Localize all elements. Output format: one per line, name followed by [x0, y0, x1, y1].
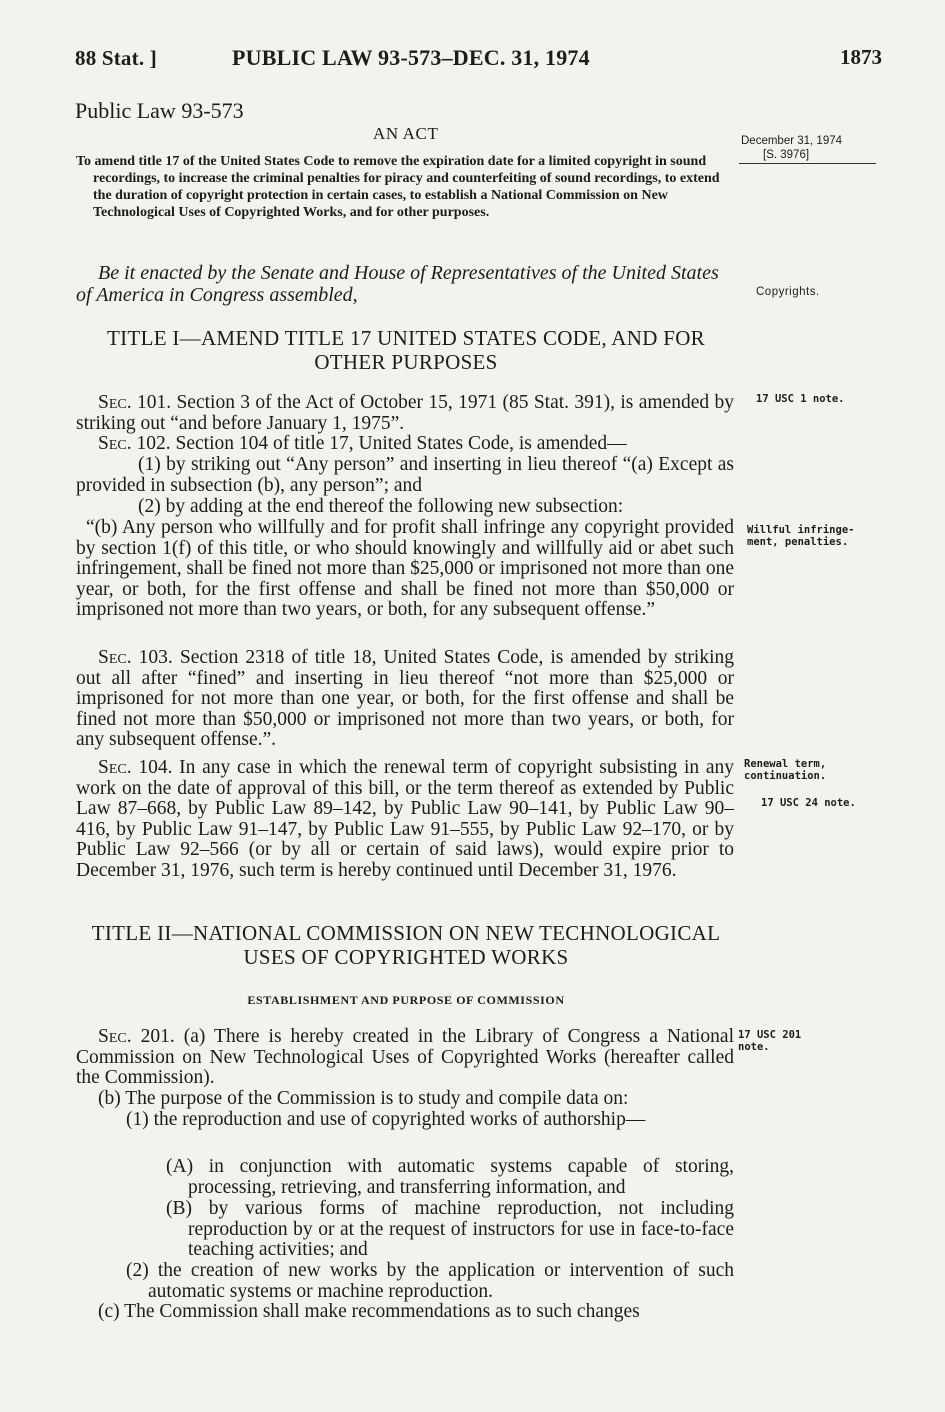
section-102-item-2: (2) by adding at the end thereof the following new subsection: — [138, 496, 624, 517]
section-label: Sec. 102. — [98, 433, 171, 454]
margin-note-bill: [S. 3976] — [763, 149, 810, 161]
section-label: Sec. 104. — [98, 757, 173, 778]
margin-divider — [739, 163, 876, 164]
section-102 — [76, 434, 734, 455]
section-102-item-1: (1) by striking out “Any person” and inserting in lieu thereof “(a) Except as provided in subsection (b), any person”; and — [76, 454, 734, 496]
section-label: Sec. 103. — [98, 647, 173, 668]
establishment-heading: ESTABLISHMENT AND PURPOSE OF COMMISSION — [247, 993, 565, 1007]
section-text: In any case in which the renewal term of copyright subsisting in any work on the date of approval of this bill, or the term thereof as extended by Public Law 87–668, by Public Law 89–142, by Public Law 90–141, by Public Law 90–416, by Public Law 91–147, by Public Law 91–555, by Public Law 92–170, or by Public Law 92–566 (or by all or certain of said laws), would expire prior to December 31, 1976, such term is hereby continued until December 31, 1976. — [76, 757, 734, 881]
page-header-title: PUBLIC LAW 93-573–DEC. 31, 1974 — [232, 45, 590, 70]
section-label: Sec. 101. — [98, 392, 172, 413]
title-one-heading: TITLE I—AMEND TITLE 17 UNITED STATES CODE, AND FOR OTHER PURPOSES — [107, 326, 705, 374]
section-201-b-2: (2) the creation of new works by the application or intervention of such automatic systems or machine reproduction. — [126, 1260, 734, 1302]
section-201-b: (b) The purpose of the Commission is to study and compile data on: — [98, 1088, 629, 1109]
section-201 — [76, 1027, 734, 1089]
title-two-heading: TITLE II—NATIONAL COMMISSION ON NEW TECHNOLOGICAL USES OF COPYRIGHTED WORKS — [91, 921, 721, 969]
page-number: 1873 — [840, 45, 882, 69]
margin-note-renewal: Renewal term, continuation. — [744, 758, 827, 782]
an-act-heading: AN ACT — [373, 124, 439, 143]
section-101 — [76, 393, 734, 434]
section-text: Section 2318 of title 18, United States Code, is amended by striking out all after “fined” and inserting in lieu thereof “not more than $25,000 or imprisoned for not more than one year, or both, for the first offense and shall be fined not more than $50,000 or imprisoned not more than two years, or both, for any subsequent offense.”. — [76, 647, 734, 751]
section-text: Section 104 of title 17, United States Code, is amended— — [175, 433, 627, 454]
act-summary: To amend title 17 of the United States Code to remove the expiration date for a limited copyright in sound recordings, to increase the criminal penalties for piracy and counterfeiting of sound recordings, to extend the duration of copyright protection in certain cases, to establish a National Commission on New Technological Uses of Copyrighted Works, and for other purposes. — [76, 154, 720, 220]
section-201-b-1-B: (B) by various forms of machine reproduction, not including reproduction by or at the request of instructors for use in face-to-face teaching activities; and — [166, 1198, 734, 1261]
section-text: (a) There is hereby created in the Library of Congress a National Commission on New Technological Uses of Copyrighted Works (hereafter called the Commission). — [76, 1026, 735, 1089]
section-text: Section 3 of the Act of October 15, 1971 (85 Stat. 391), is amended by striking out “and before January 1, 1975”. — [76, 392, 734, 434]
section-103 — [76, 648, 734, 751]
section-104 — [76, 758, 734, 882]
margin-note-17usc201: 17 USC 201 note. — [738, 1029, 802, 1053]
margin-note-17usc24: 17 USC 24 note. — [761, 797, 856, 809]
margin-note-copyrights: Copyrights. — [756, 286, 820, 298]
section-label: Sec. 201. — [98, 1026, 175, 1047]
public-law-label: Public Law 93-573 — [75, 98, 244, 123]
section-201-c: (c) The Commission shall make recommendations as to such changes — [98, 1301, 640, 1322]
section-201-b-1-A: (A) in conjunction with automatic systems capable of storing, processing, retrieving, and transferring information, and — [166, 1156, 734, 1198]
enacting-clause: Be it enacted by the Senate and House of Representatives of the United States of America in Congress assembled, — [76, 262, 719, 306]
statute-volume-label: 88 Stat. ] — [75, 46, 157, 70]
section-201-b-1: (1) the reproduction and use of copyrighted works of authorship— — [126, 1109, 646, 1130]
margin-note-willful: Willful infringe- ment, penalties. — [747, 524, 855, 548]
section-102-subsection-b: “(b) Any person who willfully and for profit shall infringe any copyright provided by section 1(f) of this title, or who should knowingly and willfully aid or abet such infringement, shall be fined not more than $25,000 or imprisoned not more than one year, or both, for the first offense and shall be fined not more than $50,000 or imprisoned not more than two years, or both, for any subsequent offense.” — [76, 517, 734, 621]
margin-note-date: December 31, 1974 — [741, 135, 843, 147]
margin-note-17usc1: 17 USC 1 note. — [756, 393, 845, 405]
